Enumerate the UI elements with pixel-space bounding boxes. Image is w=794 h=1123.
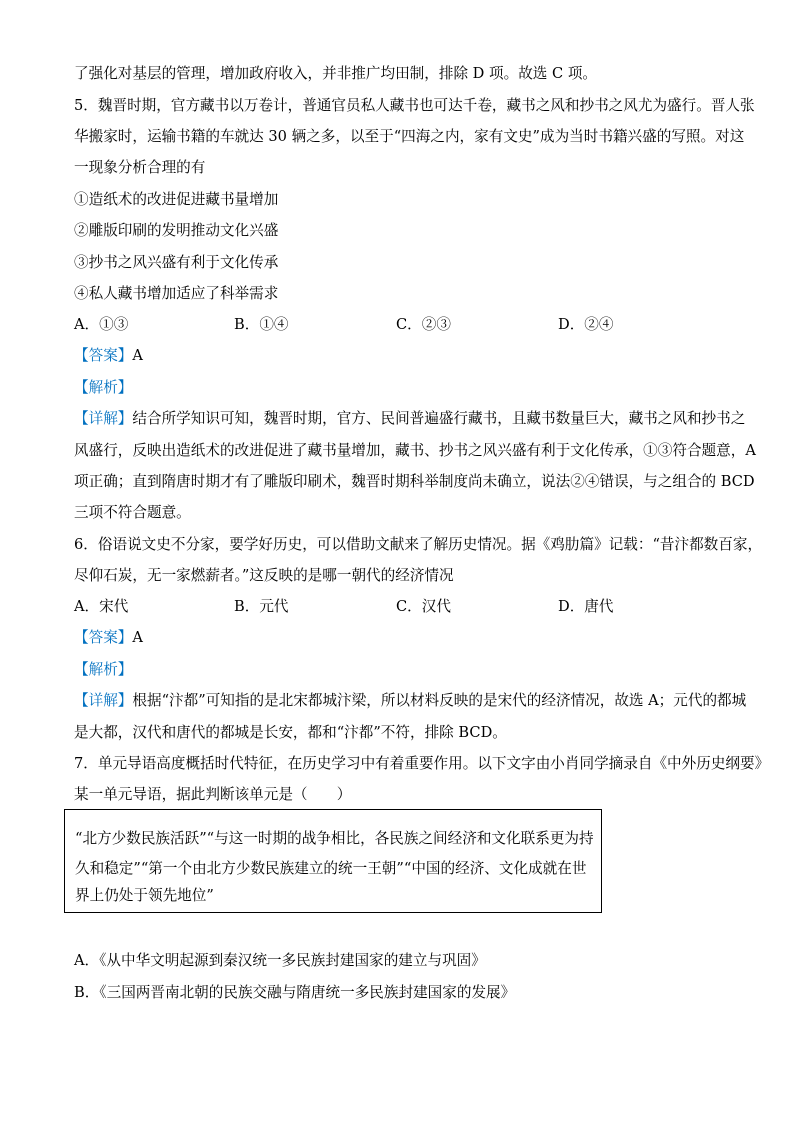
detail-tag: 【详解】 bbox=[74, 410, 133, 427]
q7-option-b: B．《三国两晋南北朝的民族交融与隋唐统一多民族封建国家的发展》 bbox=[74, 984, 516, 1001]
answer-value: A bbox=[132, 629, 143, 646]
q5-answer bbox=[74, 346, 143, 366]
q6-analysis bbox=[74, 660, 132, 680]
q5-option-b: B．①④ bbox=[234, 316, 289, 333]
q5-option-c: C．②③ bbox=[396, 316, 451, 333]
q6-detail-line-2: 是大都，汉代和唐代的都城是长安，都和“汴都”不符，排除 BCD。 bbox=[74, 724, 507, 741]
q7-stem-line-1: 7．单元导语高度概括时代特征，在历史学习中有着重要作用。以下文字由小肖同学摘录自《中外历史纲要》 bbox=[74, 755, 770, 772]
q7-stem-line-2: 某一单元导语，据此判断该单元是（ ） bbox=[74, 786, 352, 803]
q5-stem-line-1: 5．魏晋时期，官方藏书以万卷计，普通官员私人藏书也可达千卷，藏书之风和抄书之风尤为盛行。晋人张 bbox=[74, 97, 755, 114]
q5-item-3: ③抄书之风兴盛有利于文化传承 bbox=[74, 254, 279, 271]
q6-option-c: C．汉代 bbox=[396, 598, 451, 615]
detail-tag: 【详解】 bbox=[74, 692, 133, 709]
q5-option-a: A．①③ bbox=[74, 316, 129, 333]
answer-tag: 【答案】 bbox=[74, 347, 133, 364]
answer-tag: 【答案】 bbox=[74, 629, 133, 646]
q5-analysis bbox=[74, 378, 132, 398]
q5-stem-line-2: 华搬家时，运输书籍的车就达 30 辆之多，以至于“四海之内，家有文史”成为当时书籍兴盛的写照。对这 bbox=[74, 128, 745, 145]
intro-line: 了强化对基层的管理，增加政府收入，并非推广均田制，排除 D 项。故选 C 项。 bbox=[74, 65, 598, 82]
q6-stem-line-2: 尽仰石炭，无一家燃薪者。”这反映的是哪一朝代的经济情况 bbox=[74, 567, 454, 584]
q7-quote-line-2: 久和稳定”“第一个由北方少数民族建立的统一王朝”“中国的经济、文化成就在世 bbox=[75, 860, 587, 877]
analysis-tag: 【解析】 bbox=[74, 661, 133, 678]
q5-item-2: ②雕版印刷的发明推动文化兴盛 bbox=[74, 222, 279, 239]
q6-option-b: B．元代 bbox=[234, 598, 289, 615]
q6-answer bbox=[74, 628, 143, 648]
q5-option-d: D．②④ bbox=[558, 316, 614, 333]
q6-detail-line-1 bbox=[74, 691, 746, 711]
detail-text: 结合所学知识可知，魏晋时期，官方、民间普遍盛行藏书，且藏书数量巨大，藏书之风和抄书之 bbox=[132, 410, 746, 427]
q6-option-d: D．唐代 bbox=[558, 598, 614, 615]
q7-quote-line-3: 界上仍处于领先地位” bbox=[75, 887, 214, 904]
q5-detail-line-2: 风盛行，反映出造纸术的改进促进了藏书量增加，藏书、抄书之风兴盛有利于文化传承，①③符合题意，A bbox=[74, 442, 756, 459]
answer-value: A bbox=[132, 347, 143, 364]
q7-option-a: A．《从中华文明起源到秦汉统一多民族封建国家的建立与巩固》 bbox=[74, 952, 486, 969]
q5-detail-line-1 bbox=[74, 409, 745, 429]
analysis-tag: 【解析】 bbox=[74, 379, 133, 396]
q7-quote-box bbox=[64, 809, 602, 913]
q6-option-a: A．宋代 bbox=[74, 598, 129, 615]
q7-quote-line-1: “北方少数民族活跃”“与这一时期的战争相比，各民族之间经济和文化联系更为持 bbox=[75, 830, 594, 847]
detail-text: 根据“汴都”可知指的是北宋都城汴梁，所以材料反映的是宋代的经济情况，故选 A；元代的都城 bbox=[132, 692, 747, 709]
q5-item-4: ④私人藏书增加适应了科举需求 bbox=[74, 285, 279, 302]
q5-detail-line-4: 三项不符合题意。 bbox=[74, 504, 191, 521]
q6-stem-line-1: 6．俗语说文史不分家，要学好历史，可以借助文献来了解历史情况。据《鸡肋篇》记载：“昔汴都数百家， bbox=[74, 536, 763, 553]
q5-item-1: ①造纸术的改进促进藏书量增加 bbox=[74, 191, 279, 208]
q5-stem-line-3: 一现象分析合理的有 bbox=[74, 159, 206, 176]
q5-detail-line-3: 项正确；直到隋唐时期才有了雕版印刷术，魏晋时期科举制度尚未确立，说法②④错误，与之组合的 BCD bbox=[74, 473, 755, 490]
